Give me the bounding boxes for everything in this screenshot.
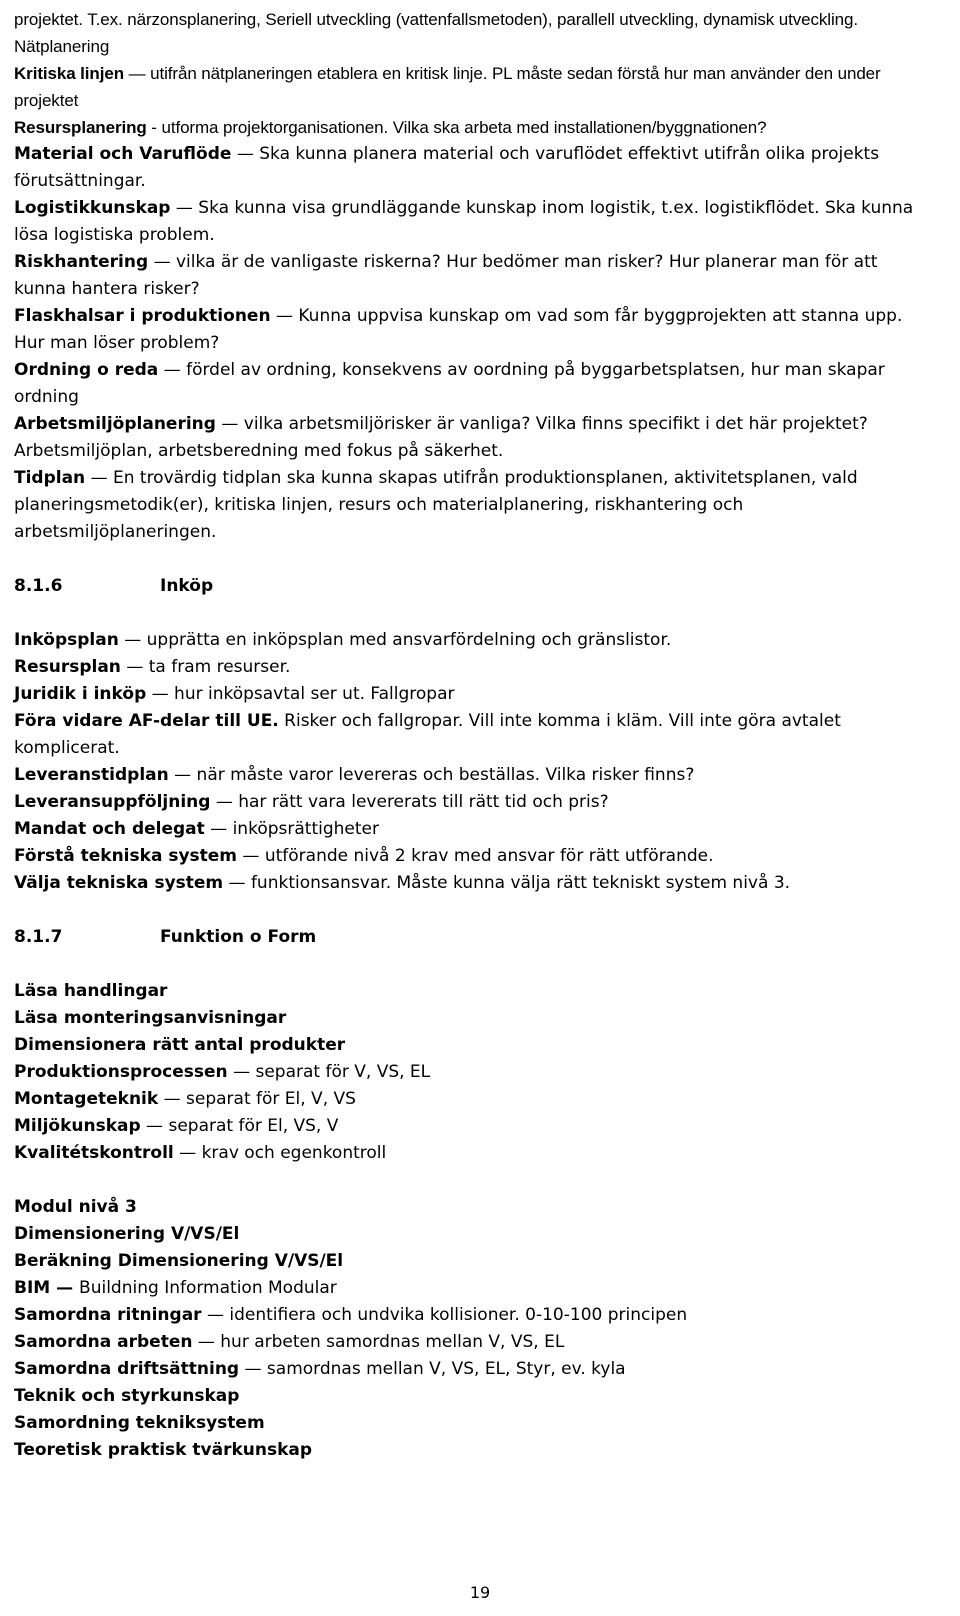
paragraph-t8 [14, 411, 934, 465]
description-text: — samordnas mellan V, VS, EL, Styr, ev. kyla [239, 1359, 626, 1379]
description-text: - utforma projektorganisationen. Vilka ska arbeta med installationen/byggnationen? [146, 118, 767, 137]
paragraph-i7 [14, 843, 934, 870]
paragraph-f5 [14, 1113, 934, 1140]
term-label: Läsa monteringsanvisningar [14, 1008, 287, 1028]
paragraph-m6 [14, 1356, 934, 1383]
term-label: Riskhantering [14, 252, 149, 272]
section-heading-funktion [14, 924, 934, 951]
paragraph-i3 [14, 708, 934, 762]
description-text: — En trovärdig tidplan ska kunna skapas utifrån produktionsplanen, aktivitetsplanen, vald planeringsmetodik(er), kritiska linjen, resurs och materialplanering, riskhantering och arbetsmiljöplaneringen. [14, 468, 858, 542]
paragraph-m7 [14, 1383, 934, 1410]
paragraph-m2 [14, 1248, 934, 1275]
paragraph-i8 [14, 870, 934, 897]
description-text: — utförande nivå 2 krav med ansvar för rätt utförande. [237, 846, 714, 866]
paragraph-f3 [14, 1059, 934, 1086]
paragraph-m4 [14, 1302, 934, 1329]
description-text: — Kunna uppvisa kunskap om vad som får byggprojekten att stanna upp. Hur man löser problem? [14, 306, 903, 353]
paragraph-i2 [14, 681, 934, 708]
paragraph-t3 [14, 141, 934, 195]
term-label: Samordna ritningar [14, 1305, 202, 1325]
term-label: Tidplan [14, 468, 86, 488]
term-label: BIM — [14, 1278, 80, 1298]
paragraph-f1 [14, 1005, 934, 1032]
term-label: Material och Varuflöde [14, 144, 232, 164]
paragraph-t5 [14, 249, 934, 303]
funktion-list [14, 978, 934, 1167]
description-text: projektet. T.ex. närzonsplanering, Seriell utveckling (vattenfallsmetoden), parallell utveckling, dynamisk utveckling. Nätplanering [14, 10, 858, 56]
description-text: Risker och fallgropar. Vill inte komma i kläm. Vill inte göra avtalet komplicerat. [14, 711, 841, 758]
paragraph-m0 [14, 1194, 934, 1221]
term-label: Dimensionering V/VS/El [14, 1224, 240, 1244]
description-text: — vilka arbetsmiljörisker är vanliga? Vilka finns specifikt i det här projektet? Arbetsmiljöplan, arbetsberedning med fokus på säkerhet. [14, 414, 868, 461]
page-number: 19 [469, 1583, 491, 1602]
description-text: — separat för El, V, VS [158, 1089, 356, 1109]
paragraph-i1 [14, 654, 934, 681]
term-label: Leveransuppföljning [14, 792, 211, 812]
term-label: Förstå tekniska system [14, 846, 238, 866]
section-number: 8.1.6 [14, 576, 63, 596]
term-label: Kvalitétskontroll [14, 1143, 174, 1163]
paragraph-t7 [14, 357, 934, 411]
description-text: — separat för El, VS, V [140, 1116, 339, 1136]
planning-topics [14, 6, 934, 546]
term-label: Teoretisk praktisk tvärkunskap [14, 1440, 313, 1460]
paragraph-i5 [14, 789, 934, 816]
term-label: Logistikkunskap [14, 198, 171, 218]
section-heading-inkop [14, 573, 934, 600]
description-text: — funktionsansvar. Måste kunna välja rätt tekniskt system nivå 3. [223, 873, 791, 893]
term-label: Kritiska linjen [14, 64, 124, 83]
paragraph-m9 [14, 1437, 934, 1464]
paragraph-t1 [14, 60, 934, 114]
paragraph-i4 [14, 762, 934, 789]
paragraph-m3 [14, 1275, 934, 1302]
description-text: — Ska kunna planera material och varuflödet effektivt utifrån olika projekts förutsättningar. [14, 144, 880, 191]
term-label: Flaskhalsar i produktionen [14, 306, 271, 326]
paragraph-t6 [14, 303, 934, 357]
section-title: Inköp [160, 576, 214, 596]
description-text: — hur arbeten samordnas mellan V, VS, EL [192, 1332, 565, 1352]
description-text: — hur inköpsavtal ser ut. Fallgropar [146, 684, 455, 704]
term-label: Samordna driftsättning [14, 1359, 240, 1379]
term-label: Dimensionera rätt antal produkter [14, 1035, 346, 1055]
inkop-list [14, 627, 934, 897]
section-title: Funktion o Form [160, 927, 317, 947]
term-label: Samordning tekniksystem [14, 1413, 265, 1433]
term-label: Montageteknik [14, 1089, 159, 1109]
description-text: Buildning Information Modular [79, 1278, 337, 1298]
term-label: Leveranstidplan [14, 765, 169, 785]
term-label: Inköpsplan [14, 630, 119, 650]
section-number: 8.1.7 [14, 927, 63, 947]
document-page [14, 6, 934, 1464]
term-label: Föra vidare AF-delar till UE. [14, 711, 279, 731]
term-label: Modul nivå 3 [14, 1197, 137, 1217]
paragraph-f2 [14, 1032, 934, 1059]
description-text: — upprätta en inköpsplan med ansvarfördelning och gränslistor. [118, 630, 672, 650]
paragraph-m1 [14, 1221, 934, 1248]
description-text: — fördel av ordning, konsekvens av oordning på byggarbetsplatsen, hur man skapar ordning [14, 360, 885, 407]
term-label: Juridik i inköp [14, 684, 147, 704]
description-text: — när måste varor levereras och beställas. Vilka risker finns? [168, 765, 695, 785]
term-label: Beräkning Dimensionering V/VS/El [14, 1251, 344, 1271]
term-label: Välja tekniska system [14, 873, 224, 893]
term-label: Resursplanering [14, 118, 147, 137]
term-label: Arbetsmiljöplanering [14, 414, 216, 434]
term-label: Teknik och styrkunskap [14, 1386, 240, 1406]
paragraph-t2 [14, 114, 934, 141]
description-text: — krav och egenkontroll [173, 1143, 387, 1163]
paragraph-t4 [14, 195, 934, 249]
paragraph-t0 [14, 6, 934, 60]
description-text: — separat för V, VS, EL [227, 1062, 431, 1082]
description-text: — utifrån nätplaneringen etablera en kritisk linje. PL måste sedan förstå hur man använder den under projektet [14, 64, 881, 110]
description-text: — identifiera och undvika kollisioner. 0-10-100 principen [201, 1305, 688, 1325]
modul-list [14, 1194, 934, 1464]
paragraph-f6 [14, 1140, 934, 1167]
description-text: — vilka är de vanligaste riskerna? Hur bedömer man risker? Hur planerar man för att kunna hantera risker? [14, 252, 878, 299]
term-label: Mandat och delegat [14, 819, 205, 839]
term-label: Ordning o reda [14, 360, 159, 380]
term-label: Läsa handlingar [14, 981, 168, 1001]
description-text: — inköpsrättigheter [204, 819, 379, 839]
paragraph-f4 [14, 1086, 934, 1113]
paragraph-m8 [14, 1410, 934, 1437]
term-label: Miljökunskap [14, 1116, 141, 1136]
term-label: Samordna arbeten [14, 1332, 193, 1352]
paragraph-i0 [14, 627, 934, 654]
term-label: Resursplan [14, 657, 121, 677]
paragraph-f0 [14, 978, 934, 1005]
paragraph-t9 [14, 465, 934, 546]
description-text: — har rätt vara levererats till rätt tid och pris? [210, 792, 609, 812]
paragraph-i6 [14, 816, 934, 843]
term-label: Produktionsprocessen [14, 1062, 228, 1082]
paragraph-m5 [14, 1329, 934, 1356]
description-text: — ta fram resurser. [120, 657, 291, 677]
description-text: — Ska kunna visa grundläggande kunskap inom logistik, t.ex. logistikflödet. Ska kunna lösa logistiska problem. [14, 198, 914, 245]
